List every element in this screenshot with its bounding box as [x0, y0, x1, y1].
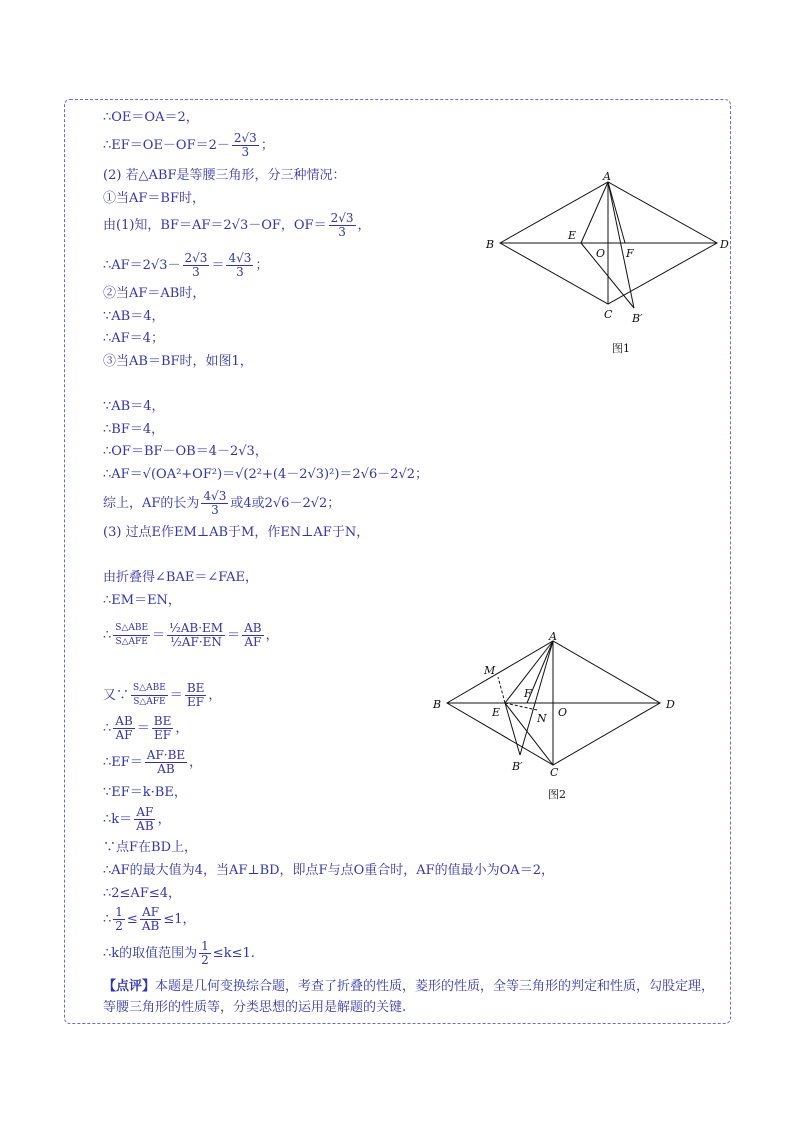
fraction: $\frac{4√3}{3}$: [228, 251, 252, 279]
line-27: ∴2≤AF≤4，: [103, 886, 182, 901]
line-18: ∴EM＝EN，: [103, 593, 181, 608]
fig2-label-m: M: [484, 664, 496, 677]
fig2-segment-e-b-prime: [505, 703, 520, 755]
fig2-label-b: B: [433, 698, 442, 711]
figure-1: [480, 168, 730, 358]
fig1-segment-af: [608, 182, 625, 243]
line-4: ①当AF＝BF时，: [103, 191, 205, 206]
fig2-segment-em: [498, 677, 505, 703]
line-21: ∴ $\frac{AB}{AF}$ ＝ $\frac{BE}{EF}$ ，: [103, 714, 189, 742]
fraction: $\frac{4√3}{3}$: [203, 489, 227, 517]
line-24: ∴k＝ $\frac{AF}{AB}$ ，: [103, 805, 171, 833]
fig2-label-a: A: [549, 630, 557, 643]
fig1-label-b-prime: B′: [632, 312, 643, 325]
fraction: $\frac{2√3}{3}$: [233, 131, 257, 159]
line-1: ∴OE＝OA＝2，: [103, 110, 199, 125]
fraction: $\frac{2√3}{3}$: [330, 211, 354, 239]
fraction: $\frac{AF}{AB}$: [141, 905, 160, 933]
fig2-caption: 图2: [548, 788, 566, 801]
fig2-label-b-prime: B′: [512, 760, 523, 773]
fig1-label-d: D: [720, 238, 729, 251]
fig1-label-e: E: [568, 229, 577, 242]
fraction: $\frac{1}{2}$: [115, 905, 123, 933]
line-20: 又∵ S△ABE S△AFE ＝ $\frac{BE}{EF}$ ，: [103, 681, 222, 709]
fig1-label-b: B: [486, 238, 495, 251]
line-22: ∴EF＝ $\frac{AF\cdot BE}{AB}$ ，: [103, 748, 203, 776]
fig2-label-o: O: [558, 706, 568, 719]
line-3: (2) 若△ABF是等腰三角形，分三种情况：: [103, 168, 346, 183]
fig2-label-e: E: [492, 706, 501, 719]
line-2: ∴EF＝OE－OF＝2－ $\frac{2√3}{3}$ ；: [103, 131, 274, 159]
line-5: 由(1)知，BF＝AF＝2√3－OF，OF＝ $\frac{2√3}{3}$ ，: [103, 211, 371, 239]
fig1-label-o: O: [596, 247, 606, 260]
line-6: ∴AF＝2√3－ $\frac{2√3}{3}$ ＝ $\frac{4√3}{3}$ ；: [103, 251, 269, 279]
line-15: 综上，AF的长为 $\frac{4√3}{3}$ 或4或2√6－2√2；: [103, 489, 341, 517]
fig1-segment-ae: [581, 182, 608, 243]
fig2-label-d: D: [666, 698, 675, 711]
line-14: ∴AF＝√(OA²+OF²)＝√(2²+(4－2√3)²)＝2√6－2√2；: [103, 467, 429, 482]
fraction: $\frac{BE}{EF}$: [186, 681, 205, 709]
line-12: ∴BF＝4，: [103, 422, 165, 437]
fraction: $\frac{BE}{EF}$: [153, 714, 172, 742]
line-16: (3) 过点E作EM⊥AB于M，作EN⊥AF于N，: [103, 525, 370, 540]
fig1-segment-ab-prime: [608, 182, 634, 308]
fig2-label-f: F: [524, 687, 532, 700]
line-29: ∴k的取值范围为 $\frac{1}{2}$ ≤k≤1.: [103, 939, 255, 967]
fraction: $\frac{AB}{AF}$: [244, 621, 262, 649]
fig2-label-c: C: [550, 766, 559, 779]
line-11: ∵AB＝4，: [103, 399, 165, 414]
fraction: S△ABE S△AFE: [133, 683, 166, 707]
line-9: ∴AF＝4；: [103, 331, 164, 346]
figure-2: [420, 630, 690, 805]
fraction: S△ABE S△AFE: [115, 623, 149, 647]
fig1-label-f: F: [626, 247, 634, 260]
line-7: ②当AF＝AB时，: [103, 286, 206, 301]
line-26: ∴AF的最大值为4，当AF⊥BD，即点F与点O重合时，AF的值最小为OA＝2，: [103, 863, 554, 878]
line-8: ∵AB＝4，: [103, 309, 165, 324]
comment-tag: 【点评】: [103, 979, 156, 994]
fraction: $\frac{AF}{AB}$: [136, 805, 154, 833]
fraction: $\frac{AF\cdot BE}{AB}$: [146, 748, 186, 776]
comment-text: 本题是几何变换综合题，考查了折叠的性质，菱形的性质，全等三角形的判定和性质，勾股定理，等腰三角形的性质等，分类思想的运用是解题的关键.: [103, 979, 715, 1015]
fig1-caption: 图1: [612, 342, 630, 355]
fig2-label-n: N: [537, 712, 547, 725]
line-28: ∴ $\frac{1}{2}$ ≤ $\frac{AF}{AB}$ ≤1，: [103, 905, 196, 933]
fraction: $\frac{2√3}{3}$: [184, 251, 208, 279]
fraction: $\frac{1}{2}$: [201, 939, 209, 967]
line-23: ∵EF＝k·BE，: [103, 785, 187, 800]
line-10: ③当AB＝BF时，如图1，: [103, 354, 253, 369]
line-19: ∴ S△ABE S△AFE ＝ $\frac{\text{½AB·EM}}{\text{½AF·EN}}$ ＝ $\frac{AB}{AF}$ ，: [103, 621, 279, 649]
line-17: 由折叠得∠BAE＝∠FAE，: [103, 570, 258, 585]
fig1-label-c: C: [604, 308, 613, 321]
line-13: ∴OF＝BF－OB＝4－2√3，: [103, 444, 268, 459]
fraction: $\frac{\text{½AB·EM}}{\text{½AF·EN}}$: [169, 621, 224, 649]
fig1-label-a: A: [603, 170, 611, 183]
comment-block: [103, 976, 723, 1018]
line-25: ∵点F在BD上，: [103, 840, 197, 855]
fraction: $\frac{AB}{AF}$: [115, 714, 133, 742]
